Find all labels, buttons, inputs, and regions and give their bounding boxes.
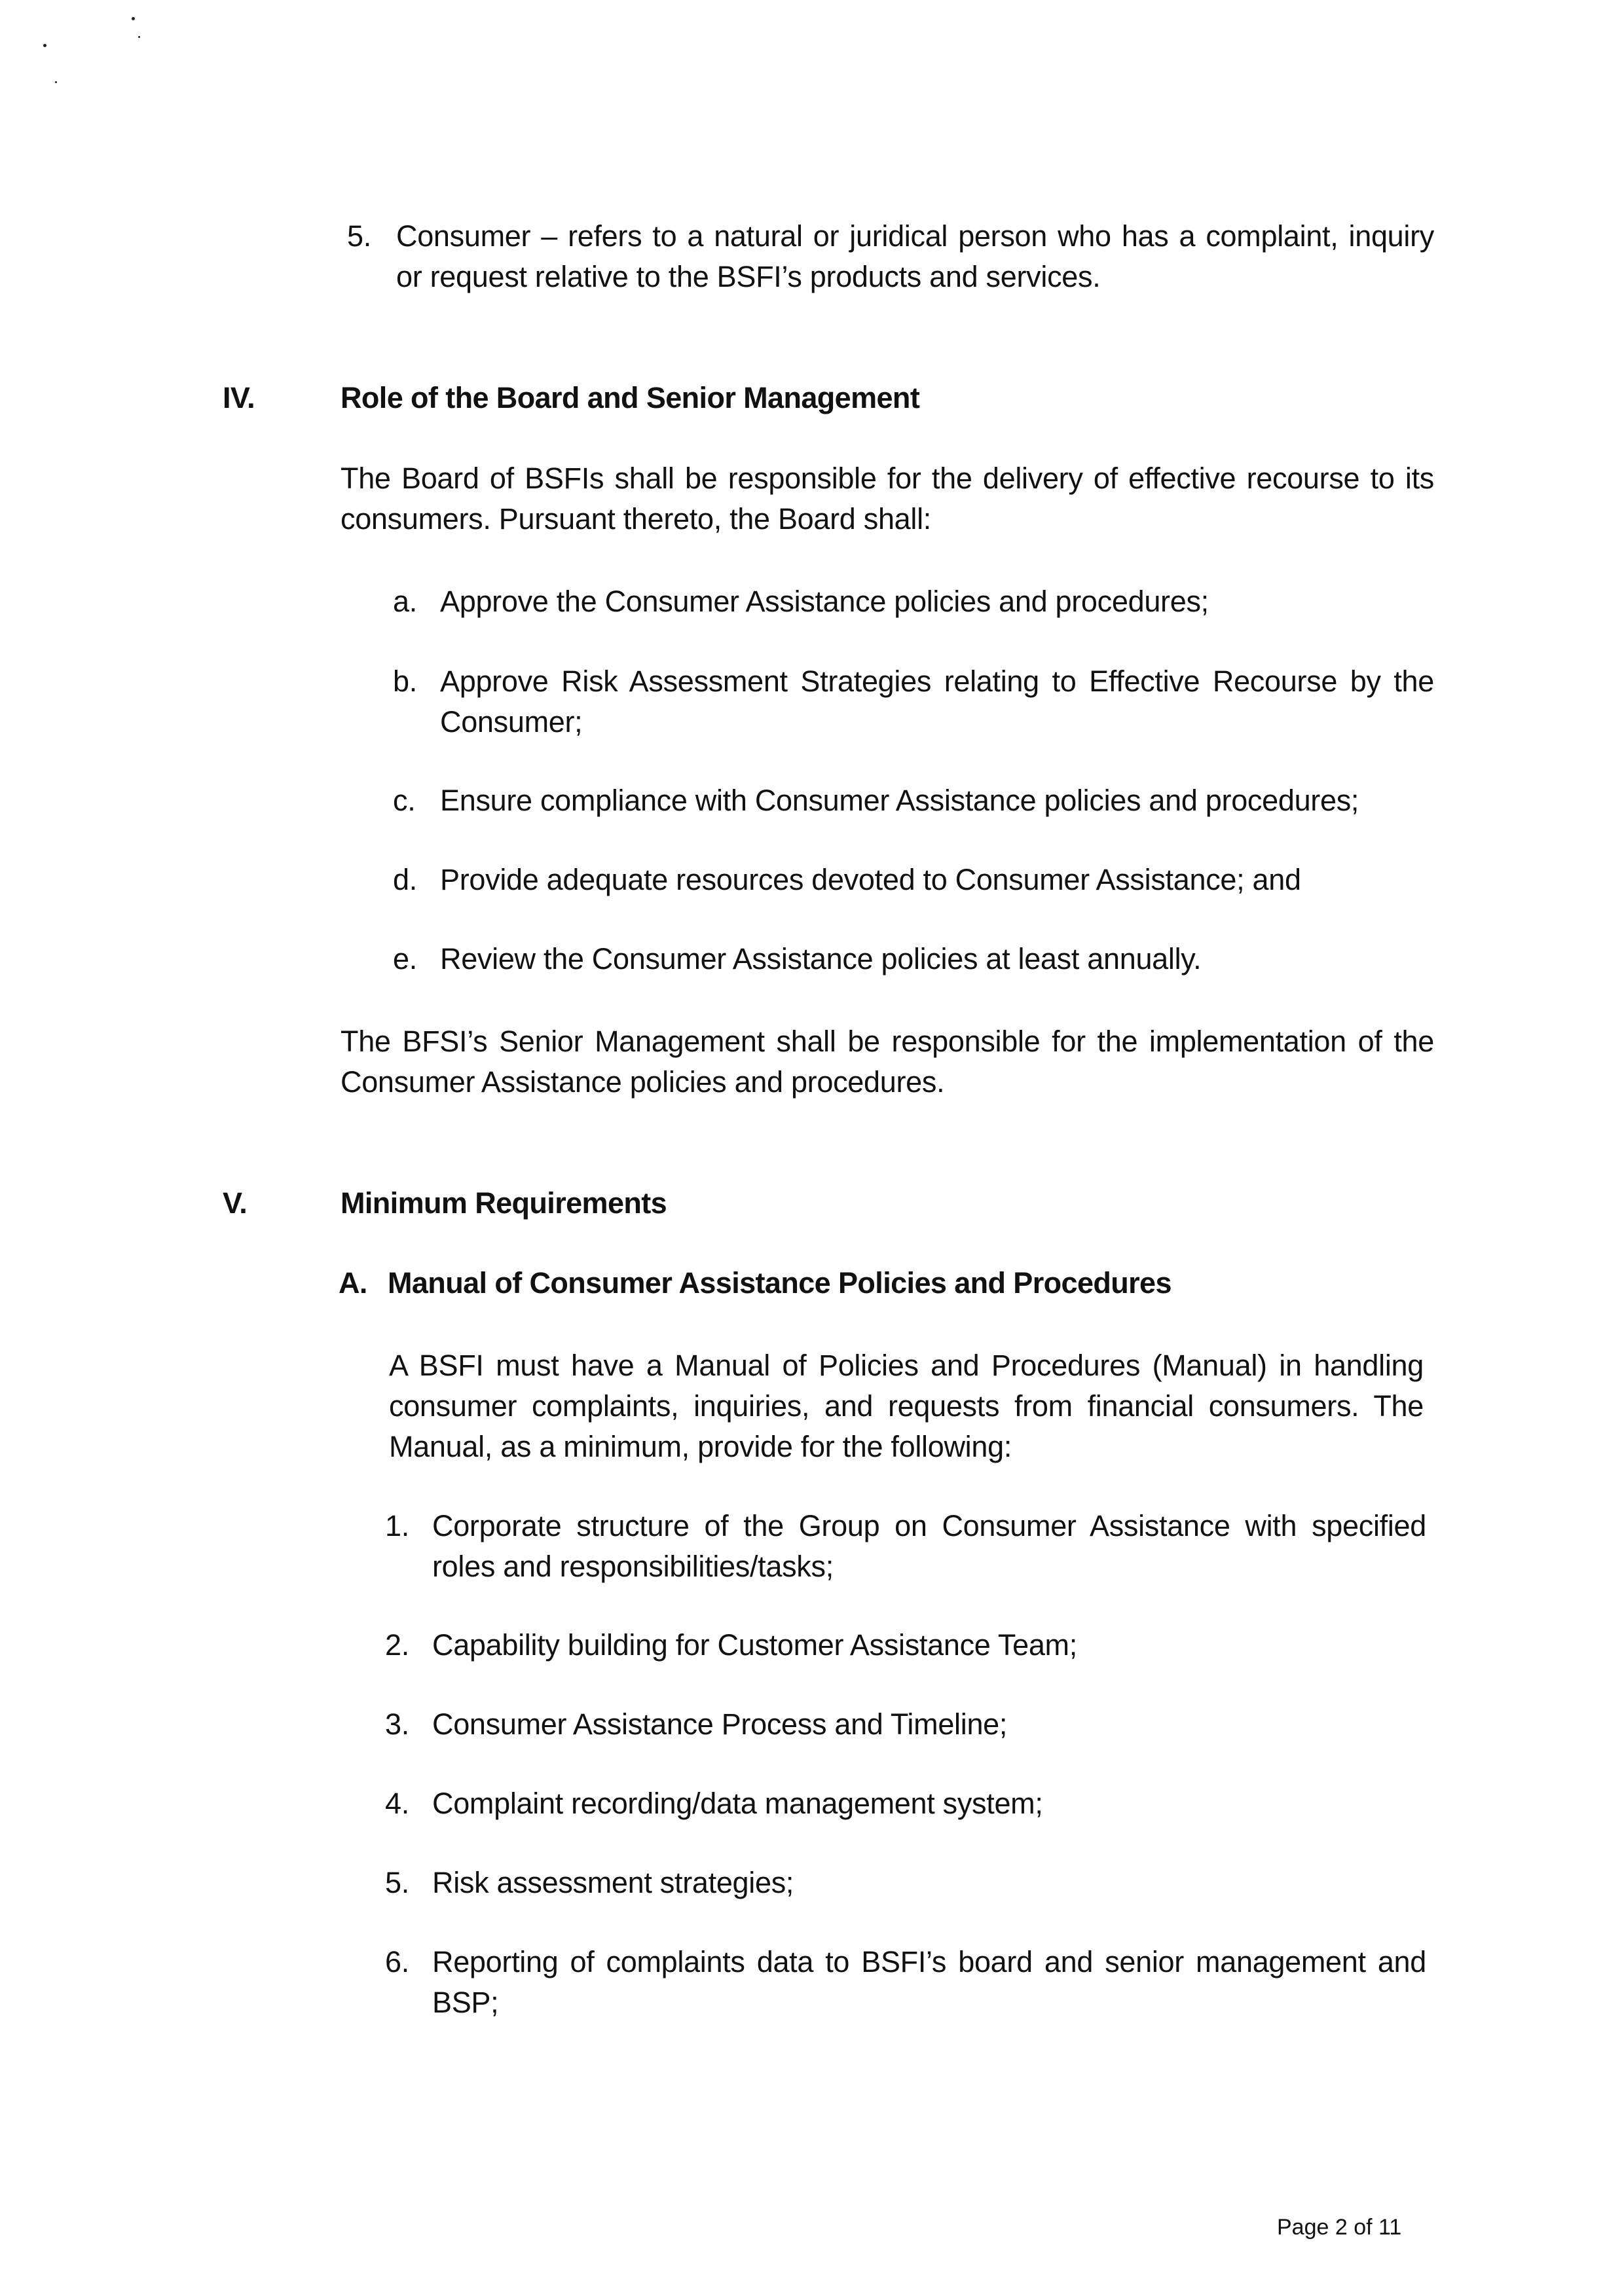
manual-intro-paragraph: A BSFI must have a Manual of Policies and Procedures (Manual) in handling consumer complaints, inquiries, and requests from financial consumers. The Manual, as a minimum, provide for the following: (389, 1349, 1424, 1463)
item-marker: e. (393, 942, 417, 975)
item-text: Risk assessment strategies; (432, 1866, 794, 1899)
item-text: Capability building for Customer Assistance Team; (432, 1628, 1077, 1662)
board-duty-item (393, 939, 1434, 979)
manual-requirement-item (385, 1863, 1426, 1903)
item-marker: c. (393, 784, 416, 817)
item-marker: b. (393, 665, 417, 698)
scan-speck (55, 81, 57, 83)
section-numeral: IV. (223, 381, 255, 414)
item-text: Approve Risk Assessment Strategies relating to Effective Recourse by the Consumer; (440, 665, 1434, 738)
item-text: Complaint recording/data management system; (432, 1787, 1043, 1820)
scan-speck (138, 36, 140, 38)
manual-requirement-item (385, 1783, 1426, 1824)
subsection-title: Manual of Consumer Assistance Policies and Procedures (388, 1266, 1172, 1300)
item-marker: 5. (347, 219, 371, 253)
item-text: Consumer Assistance Process and Timeline; (432, 1707, 1008, 1741)
item-text: Reporting of complaints data to BSFI’s board and senior management and BSP; (432, 1945, 1426, 2019)
item-marker: 5. (385, 1866, 409, 1899)
section-heading-v (223, 1184, 1139, 1223)
item-marker: a. (393, 585, 417, 618)
manual-requirement-item (385, 1704, 1426, 1745)
subsection-marker: A. (339, 1266, 367, 1300)
item-marker: 2. (385, 1628, 409, 1662)
board-duty-item (393, 661, 1434, 742)
scan-speck (43, 44, 46, 47)
item-text: Ensure compliance with Consumer Assistance policies and procedures; (440, 784, 1359, 817)
item-text: Approve the Consumer Assistance policies and procedures; (440, 585, 1209, 618)
subsection-heading-a (339, 1264, 1386, 1303)
scan-speck (132, 17, 135, 20)
manual-requirement-item (385, 1942, 1426, 2023)
board-duty-item (393, 581, 1434, 622)
board-duty-item (393, 860, 1434, 900)
page-number: Page 2 of 11 (1277, 2215, 1402, 2240)
section-title: Role of the Board and Senior Management (341, 381, 920, 414)
section-intro-paragraph: The Board of BSFIs shall be responsible for the delivery of effective recourse to its consumers. Pursuant thereto, the Board shall: (341, 462, 1434, 536)
item-text: Consumer – refers to a natural or juridical person who has a complaint, inquiry or request relative to the BSFI’s products and services. (396, 219, 1434, 293)
definition-item (347, 216, 1434, 297)
item-marker: 1. (385, 1509, 409, 1542)
section-numeral: V. (223, 1186, 248, 1220)
item-text: Review the Consumer Assistance policies at least annually. (440, 942, 1202, 975)
section-title: Minimum Requirements (341, 1186, 667, 1220)
manual-requirement-item (385, 1506, 1426, 1587)
section-heading-iv (223, 378, 1139, 418)
item-marker: 4. (385, 1787, 409, 1820)
item-marker: 3. (385, 1707, 409, 1741)
board-duty-item (393, 780, 1434, 821)
item-text: Corporate structure of the Group on Consumer Assistance with specified roles and responsibilities/tasks; (432, 1509, 1426, 1583)
senior-management-paragraph: The BFSI’s Senior Management shall be responsible for the implementation of the Consumer Assistance policies and procedures. (341, 1025, 1434, 1099)
manual-requirement-item (385, 1625, 1426, 1666)
item-marker: d. (393, 863, 417, 896)
item-text: Provide adequate resources devoted to Consumer Assistance; and (440, 863, 1301, 896)
item-marker: 6. (385, 1945, 409, 1978)
